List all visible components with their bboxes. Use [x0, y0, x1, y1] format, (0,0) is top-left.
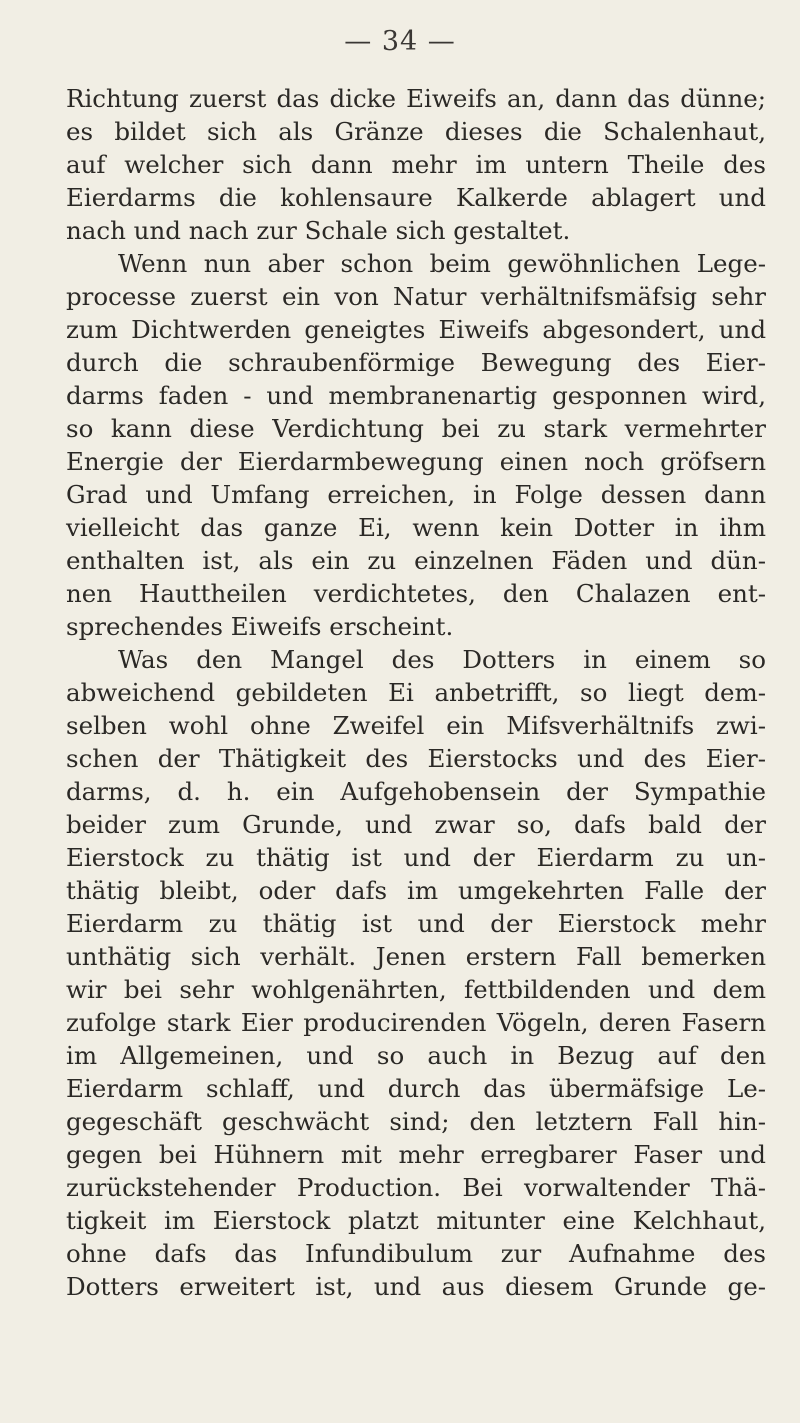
text-line: unthätig sich verhält. Jenen erstern Fall bemerken — [66, 942, 766, 971]
text-line: Dotters erweitert ist, und aus diesem Grunde ge- — [66, 1272, 766, 1301]
text-line: Eierdarm schlaff, und durch das übermäfsige Le- — [66, 1074, 766, 1103]
text-line: durch die schraubenförmige Bewegung des Eier- — [66, 348, 766, 377]
body-text — [66, 82, 766, 1303]
text-line: schen der Thätigkeit des Eierstocks und des Eier- — [66, 744, 766, 773]
text-line: ohne dafs das Infundibulum zur Aufnahme des — [66, 1239, 766, 1268]
text-line: gegeschäft geschwächt sind; den letztern Fall hin- — [66, 1107, 766, 1136]
text-line: darms, d. h. ein Aufgehobensein der Sympathie — [66, 777, 766, 806]
text-line: darms faden - und membranenartig gesponnen wird, — [66, 381, 766, 410]
text-line: nach und nach zur Schale sich gestaltet. — [66, 216, 571, 245]
text-line: Richtung zuerst das dicke Eiweifs an, dann das dünne; — [66, 84, 766, 113]
text-line: so kann diese Verdichtung bei zu stark vermehrter — [66, 414, 766, 443]
text-line: abweichend gebildeten Ei anbetrifft, so liegt dem- — [66, 678, 766, 707]
text-line: im Allgemeinen, und so auch in Bezug auf den — [66, 1041, 766, 1070]
text-line: zufolge stark Eier producirenden Vögeln, deren Fasern — [66, 1008, 766, 1037]
text-line: Eierstock zu thätig ist und der Eierdarm zu un- — [66, 843, 766, 872]
text-line: beider zum Grunde, und zwar so, dafs bald der — [66, 810, 766, 839]
paragraph-start-line: Wenn nun aber schon beim gewöhnlichen Lege- — [118, 249, 766, 278]
text-line: zurückstehender Production. Bei vorwaltender Thä- — [66, 1173, 766, 1202]
text-line: gegen bei Hühnern mit mehr erregbarer Faser und — [66, 1140, 766, 1169]
text-line: Eierdarms die kohlensaure Kalkerde ablagert und — [66, 183, 766, 212]
text-line: Grad und Umfang erreichen, in Folge dessen dann — [66, 480, 766, 509]
text-line: tigkeit im Eierstock platzt mitunter eine Kelchhaut, — [66, 1206, 766, 1235]
text-line: vielleicht das ganze Ei, wenn kein Dotter in ihm — [66, 513, 766, 542]
text-line: thätig bleibt, oder dafs im umgekehrten Falle der — [66, 876, 766, 905]
text-line: es bildet sich als Gränze dieses die Schalenhaut, — [66, 117, 766, 146]
text-line: selben wohl ohne Zweifel ein Mifsverhältnifs zwi- — [66, 711, 766, 740]
text-line: wir bei sehr wohlgenährten, fettbildenden und dem — [66, 975, 766, 1004]
text-line: sprechendes Eiweifs erscheint. — [66, 612, 454, 641]
text-line: processe zuerst ein von Natur verhältnifsmäfsig sehr — [66, 282, 766, 311]
text-line: Energie der Eierdarmbewegung einen noch gröfsern — [66, 447, 766, 476]
text-line: zum Dichtwerden geneigtes Eiweifs abgesondert, und — [66, 315, 766, 344]
text-line: auf welcher sich dann mehr im untern Theile des — [66, 150, 766, 179]
text-line: enthalten ist, als ein zu einzelnen Fäden und dün- — [66, 546, 766, 575]
text-line: Eierdarm zu thätig ist und der Eierstock mehr — [66, 909, 766, 938]
page-number: — 34 — — [344, 26, 456, 57]
paragraph-start-line: Was den Mangel des Dotters in einem so — [118, 645, 766, 674]
text-line: nen Hauttheilen verdichtetes, den Chalazen ent- — [66, 579, 766, 608]
